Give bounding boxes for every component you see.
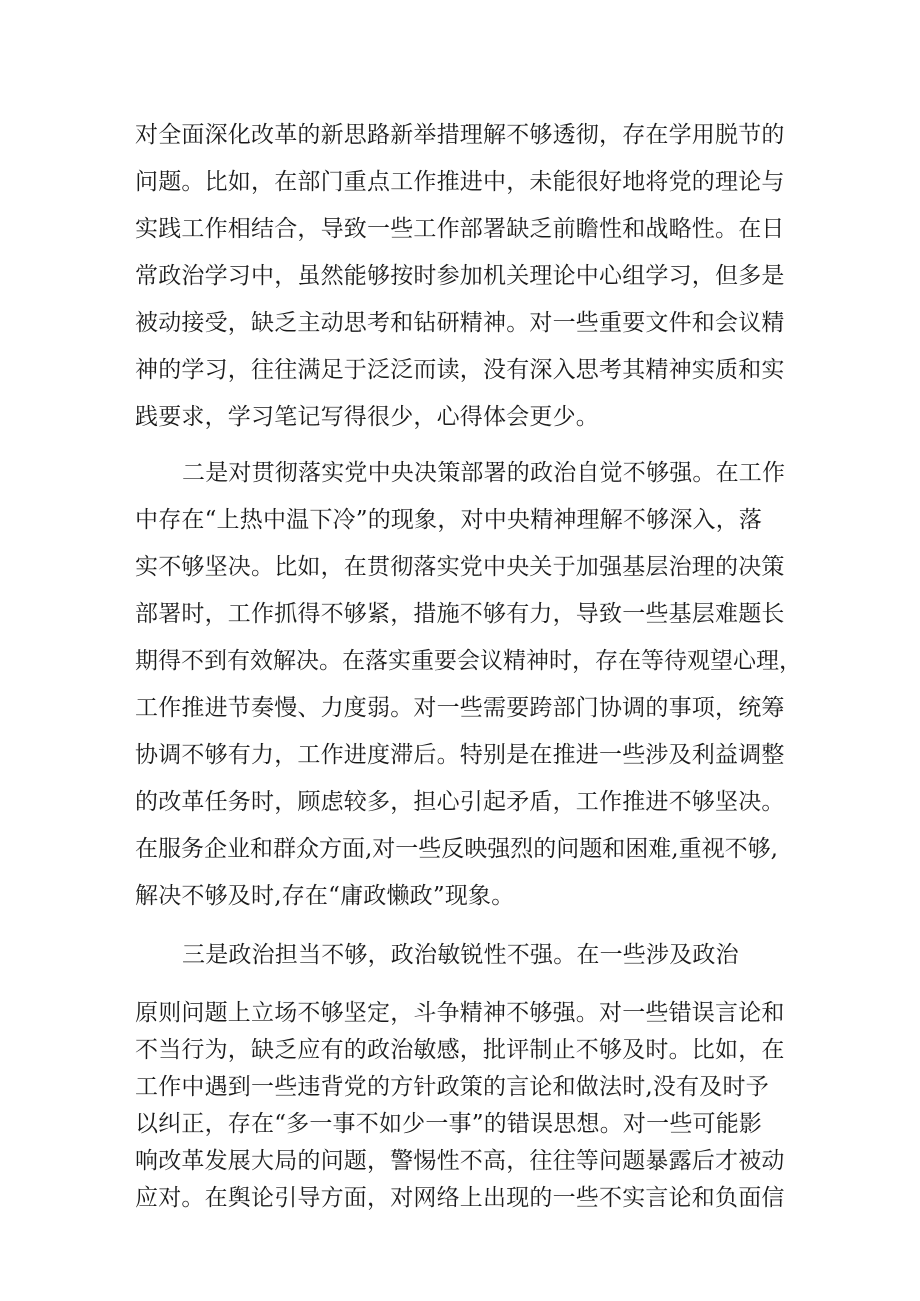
text-line: 响改革发展大局的问题，警惕性不高，往往等问题暴露后才被动	[135, 1148, 785, 1174]
text-line: 工作推进节奏慢、力度弱。对一些需要跨部门协调的事项，统筹	[135, 695, 785, 721]
text-line: 问题。比如，在部门重点工作推进中，未能很好地将党的理论与	[135, 169, 785, 195]
text-line: 常政治学习中，虽然能够按时参加机关理论中心组学习，但多是	[135, 263, 785, 289]
text-line: 在服务企业和群众方面,对一些反映强烈的问题和困难,重视不够,	[135, 836, 778, 862]
text-line: 应对。在舆论引导方面，对网络上出现的一些不实言论和负面信	[135, 1185, 785, 1211]
text-line: 三是政治担当不够，政治敏锐性不强。在一些涉及政治	[182, 942, 739, 968]
text-line: 二是对贯彻落实党中央决策部署的政治自觉不够强。在工作	[182, 460, 786, 486]
text-line: 实不够坚决。比如，在贯彻落实党中央关于加强基层治理的决策	[135, 554, 785, 580]
text-line: 对全面深化改革的新思路新举措理解不够透彻，存在学用脱节的	[135, 122, 785, 148]
text-line: 神的学习，往往满足于泛泛而读，没有深入思考其精神实质和实	[135, 357, 785, 383]
text-line: 解决不够及时,存在“庸政懒政”现象。	[135, 883, 515, 909]
text-line: 期得不到有效解决。在落实重要会议精神时，存在等待观望心理，	[135, 648, 802, 674]
text-line: 原则问题上立场不够坚定，斗争精神不够强。对一些错误言论和	[135, 1000, 785, 1026]
text-line: 的改革任务时，顾虑较多，担心引起矛盾，工作推进不够坚决。	[135, 789, 785, 815]
text-line: 实践工作相结合，导致一些工作部署缺乏前瞻性和战略性。在日	[135, 216, 785, 242]
text-line: 工作中遇到一些违背党的方针政策的言论和做法时,没有及时予	[135, 1074, 769, 1100]
text-line: 中存在“上热中温下冷”的现象，对中央精神理解不够深入，落	[135, 507, 763, 533]
text-line: 部署时，工作抓得不够紧，措施不够有力，导致一些基层难题长	[135, 601, 785, 627]
text-line: 践要求，学习笔记写得很少，心得体会更少。	[135, 404, 599, 430]
text-line: 以纠正，存在“多一事不如少一事”的错误思想。对一些可能影	[135, 1111, 763, 1137]
text-line: 不当行为，缺乏应有的政治敏感，批评制止不够及时。比如，在	[135, 1037, 785, 1063]
text-line: 协调不够有力，工作进度滞后。特别是在推进一些涉及利益调整	[135, 742, 785, 768]
text-line: 被动接受，缺乏主动思考和钻研精神。对一些重要文件和会议精	[135, 310, 785, 336]
